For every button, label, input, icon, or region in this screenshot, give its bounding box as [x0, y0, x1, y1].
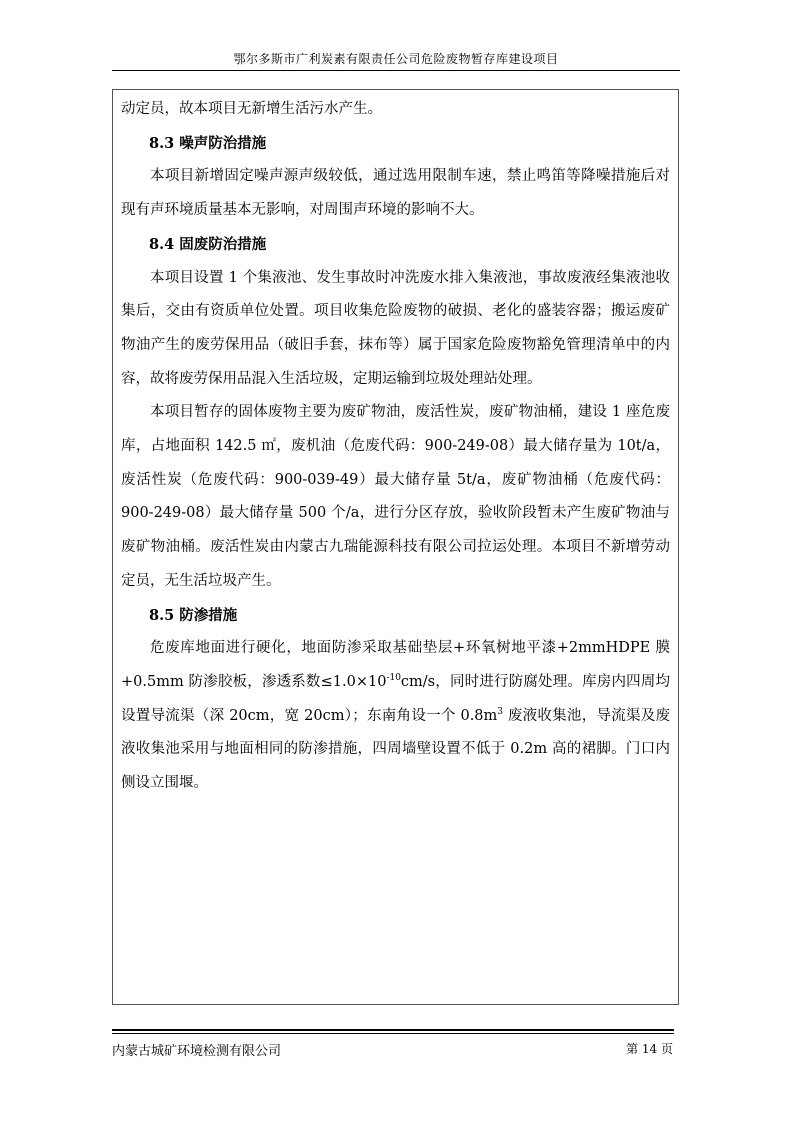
section-heading-8-4: 8.4 固废防治措施 — [149, 235, 267, 253]
paragraph-noise: 本项目新增固定噪声源声级较低，通过选用限制车速，禁止鸣笛等降噪措施后对现有声环境质量基本无影响，对周围声环境的影响不大。 — [121, 168, 670, 219]
seepage-text-part-1: 危废库地面进行硬化，地面防渗采取基础垫层+环氧树地平漆+2mmHDPE 膜+0.5mm 防渗胶板，渗透系数≤1.0×10 — [121, 640, 670, 690]
content-frame — [112, 89, 679, 1005]
footer-rule-thick — [112, 1029, 674, 1031]
exponent-superscript: -10 — [386, 672, 401, 683]
seepage-text-part-3: 废液收集池，导流渠及废液收集池采用与地面相同的防渗措施，四周墙壁设置不低于 0.2m 高的裙脚。门口内侧设立围堰。 — [121, 707, 670, 792]
paragraph-solid-waste-2: 本项目暂存的固体废物主要为废矿物油，废活性炭，废矿物油桶，建设 1 座危废库，占地面积 142.5 ㎡，废机油（危废代码：900-249-08）最大储存量为 10t/a，废活性炭（危废代码：900-039-49）最大储存量 5t/a，废矿物油桶（危废代码：900-249-08）最大储存量 500 个/a，进行分区存放，验收阶段暂未产生废矿物油与废矿物油桶。废活性炭由内蒙古九瑞能源科技有限公司拉运处理。本项目不新增劳动定员，无生活垃圾产生。 — [121, 404, 670, 589]
paragraph-solid-waste-1: 本项目设置 1 个集液池、发生事故时冲洗废水排入集液池，事故废液经集液池收集后，交由有资质单位处置。项目收集危险废物的破损、老化的盛装容器；搬运废矿物油产生的废劳保用品（破旧手套，抹布等）属于国家危险废物豁免管理清单中的内容，故将废劳保用品混入生活垃圾，定期运输到垃圾处理站处理。 — [121, 269, 670, 387]
paragraph-seepage — [121, 632, 670, 801]
header-rule — [112, 70, 680, 71]
seepage-text-part-2: cm/s，同时进行防腐处理。库房内四周均设置导流渠（深 20cm，宽 20cm）；东南角设一个 0.8m — [121, 673, 670, 724]
footer-company: 内蒙古城矿环境检测有限公司 — [112, 1044, 282, 1059]
footer-rule-thin — [112, 1033, 674, 1034]
footer-page-number: 第 14 页 — [626, 1042, 673, 1056]
cubic-superscript: 3 — [497, 706, 504, 717]
section-heading-8-3: 8.3 噪声防治措施 — [149, 134, 267, 152]
document-body — [121, 93, 670, 801]
section-heading-8-5: 8.5 防渗措施 — [149, 606, 238, 624]
paragraph-continuation: 动定员，故本项目无新增生活污水产生。 — [121, 101, 382, 117]
page-header-title: 鄂尔多斯市广利炭素有限责任公司危险废物暂存库建设项目 — [233, 52, 559, 66]
